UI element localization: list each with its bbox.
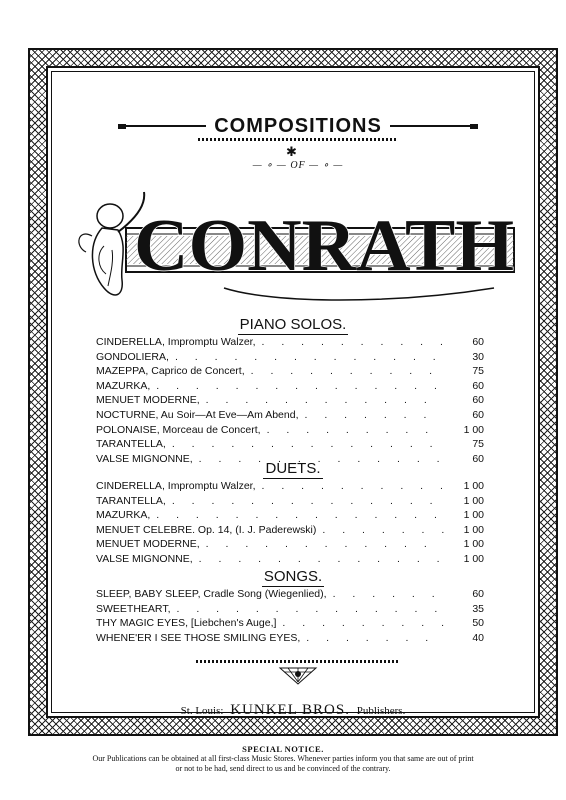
footer-dotted-rule (196, 660, 400, 663)
list-item: TARANTELLA, . . . 75 (96, 438, 484, 453)
asterisk-ornament-icon: ✱ (286, 144, 297, 159)
composer-name: CONRATH (134, 205, 514, 287)
list-item: MENUET MODERNE, . . . 60 (96, 394, 484, 409)
list-item: VALSE MIGNONNE, . . . 60 (96, 453, 484, 468)
list-item: MAZEPPA, Caprico de Concert, . . . 75 (96, 365, 484, 380)
list-item: SLEEP, BABY SLEEP, Cradle Song (Wiegenlied), . . . 60 (96, 588, 484, 603)
banner-flourish (224, 288, 494, 300)
publisher-city: St. Louis: (180, 705, 224, 717)
duets-list (96, 480, 484, 568)
list-item: MENUET MODERNE, . . . 1 00 (96, 538, 484, 553)
list-item: CINDERELLA, Impromptu Walzer, . . . 1 00 (96, 480, 484, 495)
list-item: TARANTELLA, . . . 1 00 (96, 495, 484, 510)
section-title-duets: DUETS. (265, 460, 321, 477)
section-title-songs: SONGS. (263, 568, 323, 585)
section-title-piano-solos: PIANO SOLOS. (239, 316, 347, 333)
sunburst-ornament-icon (276, 664, 320, 686)
list-item: NOCTURNE, Au Soir—At Eve—Am Abend, . . . 60 (96, 409, 484, 424)
piano-solos-list (96, 336, 484, 467)
list-item: MAZURKA, . . . 1 00 (96, 509, 484, 524)
of-connector: — ∘ — OF — ∘ — (252, 160, 344, 171)
notice-line-1: Our Publications can be obtained at all first-class Music Stores. Whenever parties inform you that same are out of print (92, 754, 474, 763)
composer-name-banner (74, 176, 522, 308)
compositions-heading-row (118, 114, 478, 138)
ornamental-border (28, 48, 558, 736)
list-item: MAZURKA, . . . 60 (96, 380, 484, 395)
publisher-role: Publishers. (356, 705, 406, 717)
notice-title: SPECIAL NOTICE. (242, 744, 324, 754)
list-item: POLONAISE, Morceau de Concert, . . . 1 00 (96, 424, 484, 439)
songs-list (96, 588, 484, 646)
heading-rule-left (118, 124, 206, 129)
list-item: MENUET CELEBRE. Op. 14, (I. J. Paderewski) . . . 1 00 (96, 524, 484, 539)
list-item: GONDOLIERA, . . . 30 (96, 351, 484, 366)
list-item: WHENE'ER I SEE THOSE SMILING EYES, . . . 40 (96, 632, 484, 647)
publisher-name: KUNKEL BROS. (230, 702, 350, 718)
title-page-panel (46, 66, 540, 718)
notice-line-2: or not to be had, send direct to us and be convinced of the contrary. (175, 764, 391, 773)
list-item: CINDERELLA, Impromptu Walzer, . . . 60 (96, 336, 484, 351)
publisher-line (48, 702, 538, 719)
special-notice (0, 744, 566, 774)
heading-rule-right (390, 124, 478, 129)
list-item: SWEETHEART, . . . 35 (96, 603, 484, 618)
list-item: VALSE MIGNONNE, . . . 1 00 (96, 553, 484, 568)
of-text: OF (290, 160, 306, 171)
heading-dotted-rule (198, 138, 398, 141)
list-item: THY MAGIC EYES, [Liebchen's Auge,] . . . 50 (96, 617, 484, 632)
compositions-heading: COMPOSITIONS (214, 114, 382, 137)
